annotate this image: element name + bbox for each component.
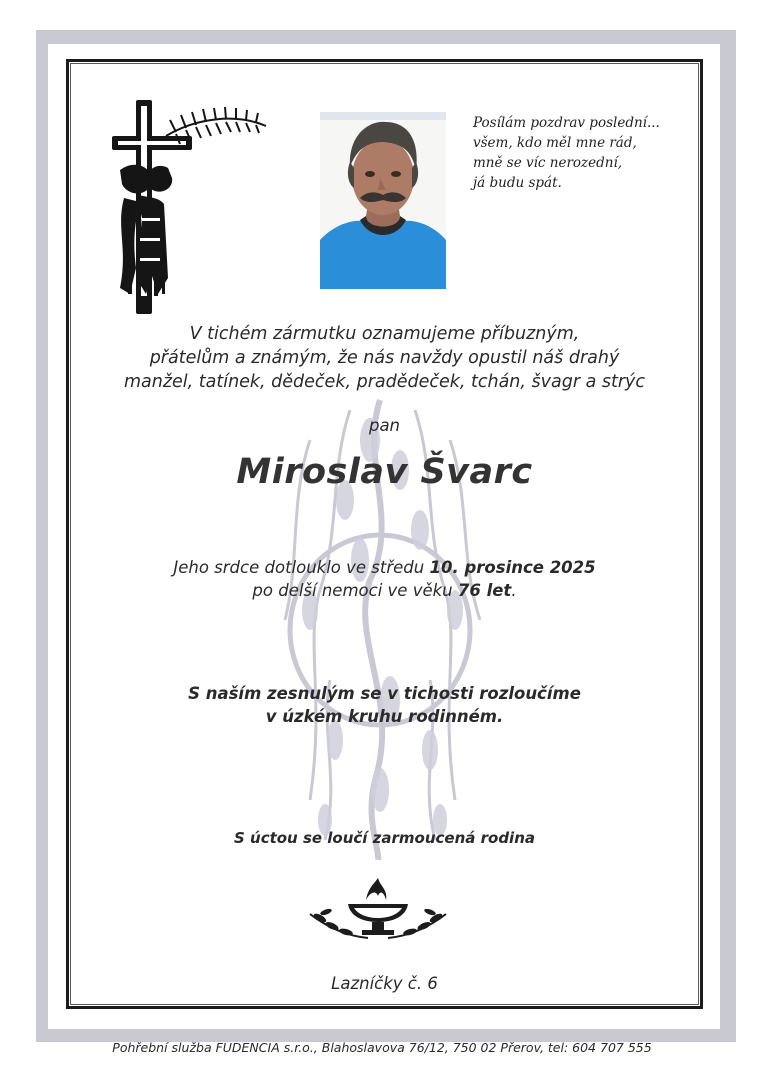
intro-line: manžel, tatínek, dědeček, pradědeček, tchán, švagr a strýc [123,372,646,392]
poem-line: já budu spát. [473,175,562,191]
poem-line: mně se víc nerozední, [473,155,623,171]
age-suffix: . [511,581,517,600]
signature: S úctou se loučí zarmoucená rodina [233,829,535,847]
poem-line: Posílám pozdrav poslední... [473,115,660,131]
age: 76 let [457,581,512,600]
death-details [70,556,699,602]
death-date: 10. prosince 2025 [429,558,596,577]
poem-line: všem, kdo měl mne rád, [473,135,637,151]
portrait-photo [320,112,446,289]
flame-bowl-icon [308,878,448,950]
salutation: pan [368,416,401,435]
death-prefix: Jeho srdce dotlouklo ve středu [173,558,425,577]
farewell-text [70,682,699,728]
address: Lazníčky č. 6 [331,974,438,993]
intro-line: přátelům a známým, že nás navždy opustil náš drahý [149,348,620,368]
intro-text [70,322,699,394]
death-date-line [70,556,699,579]
deceased-name: Miroslav Švarc [236,452,533,492]
intro-line: V tichém zármutku oznamujeme příbuzným, [189,324,580,344]
funeral-service-footer: Pohřební služba FUDENCIA s.r.o., Blahoslavova 76/12, 750 02 Přerov, tel: 604 707 555 [112,1040,652,1055]
portrait-image-icon [320,112,446,289]
farewell-line: v úzkém kruhu rodinném. [265,707,504,726]
age-line [70,579,699,602]
cross-with-palm-icon [106,98,272,322]
farewell-line: S naším zesnulým se v tichosti rozloučíme [188,684,581,703]
poem [473,113,703,193]
age-prefix: po delší nemoci ve věku [252,581,453,600]
